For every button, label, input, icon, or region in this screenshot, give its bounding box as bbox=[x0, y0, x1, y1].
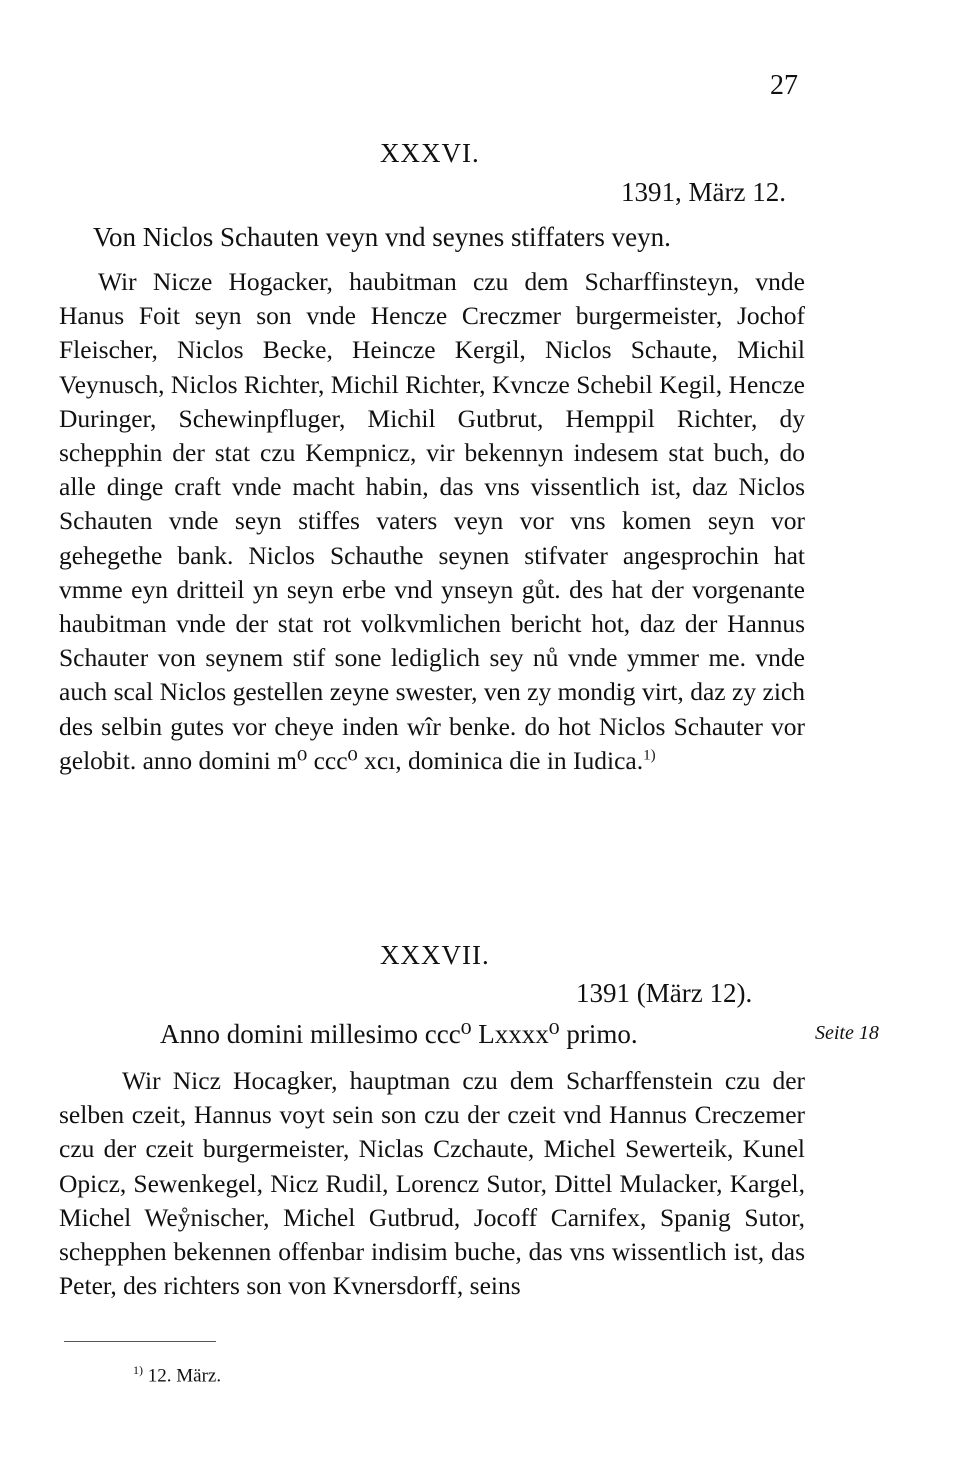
footnote-marker: 1) bbox=[133, 1363, 143, 1377]
document-subtitle: Anno domini millesimo ccc⁰ Lxxxx⁰ primo. bbox=[160, 1019, 638, 1049]
document-heading: XXXVI. bbox=[380, 138, 480, 168]
document-subtitle: Von Niclos Schauten veyn vnd seynes stiffaters veyn. bbox=[93, 222, 671, 252]
footnote bbox=[133, 1363, 221, 1387]
document-body bbox=[59, 265, 805, 778]
footnote-marker: 1) bbox=[643, 747, 656, 764]
document-date: 1391 (März 12). bbox=[576, 978, 753, 1008]
document-date: 1391, März 12. bbox=[621, 177, 786, 207]
margin-note: Seite 18 bbox=[815, 1022, 879, 1044]
footnote-divider bbox=[64, 1341, 216, 1342]
document-body: Wir Nicz Hocagker, hauptman czu dem Scharffenstein czu der selben czeit, Hannus voyt sein son czu der czeit vnd Hannus Creczemer czu der czeit burgermeister, Niclas Czchaute, Michel Sewerteik, Kunel Opicz, Sewenkegel, Nicz Rudil, Lorencz Sutor, Dittel Mulacker, Kargel, Michel Weẙnischer, Michel Gutbrud, Jocoff Carnifex, Spanig Sutor, schepphen bekennen offenbar indisim buche, das vns wissentlich ist, das Peter, des richters son von Kvnersdorff, seins bbox=[59, 1066, 805, 1301]
document-heading: XXXVII. bbox=[380, 940, 490, 970]
footnote-text: 12. März. bbox=[147, 1365, 222, 1387]
document-body-text: Wir Nicze Hogacker, haubitman czu dem Scharffinsteyn, vnde Hanus Foit seyn son vnde Hencze Creczmer burgermeister, Jochof Fleischer, Niclos Becke, Heincze Kergil, Niclos Schaute, Michil Veynusch, Niclos Richter, Michil Richter, Kvncze Schebil Kegil, Hencze Duringer, Schewinpfluger, Michil Gutbrut, Hemppil Richter, dy schepphin der stat czu Kempnicz, vir bekennyn indesem stat buch, do alle dinge craft vnde macht habin, das vns vissentlich ist, daz Niclos Schauten vnde seyn stiffes vaters veyn vor vns komen seyn vor gehegethe bank. Niclos Schauthe seynen stifvater angesprochin hat vmme eyn dritteil yn seyn erbe vnd ynseyn gůt. des hat der vorgenante haubitman vnde der stat rot volkvmlichen bericht hot, daz der Hannus Schauter von seynem stif sone lediglich sey nů vnde ymmer me. vnde auch scal Niclos gestellen zeyne swester, ven zy mondig virt, daz zy zich des selbin gutes vor cheye inden wîr benke. do hot Niclos Schauter vor gelobit. anno domini m⁰ ccc⁰ xcı, dominica die in Iudica. bbox=[59, 267, 805, 775]
page-number: 27 bbox=[770, 70, 798, 101]
